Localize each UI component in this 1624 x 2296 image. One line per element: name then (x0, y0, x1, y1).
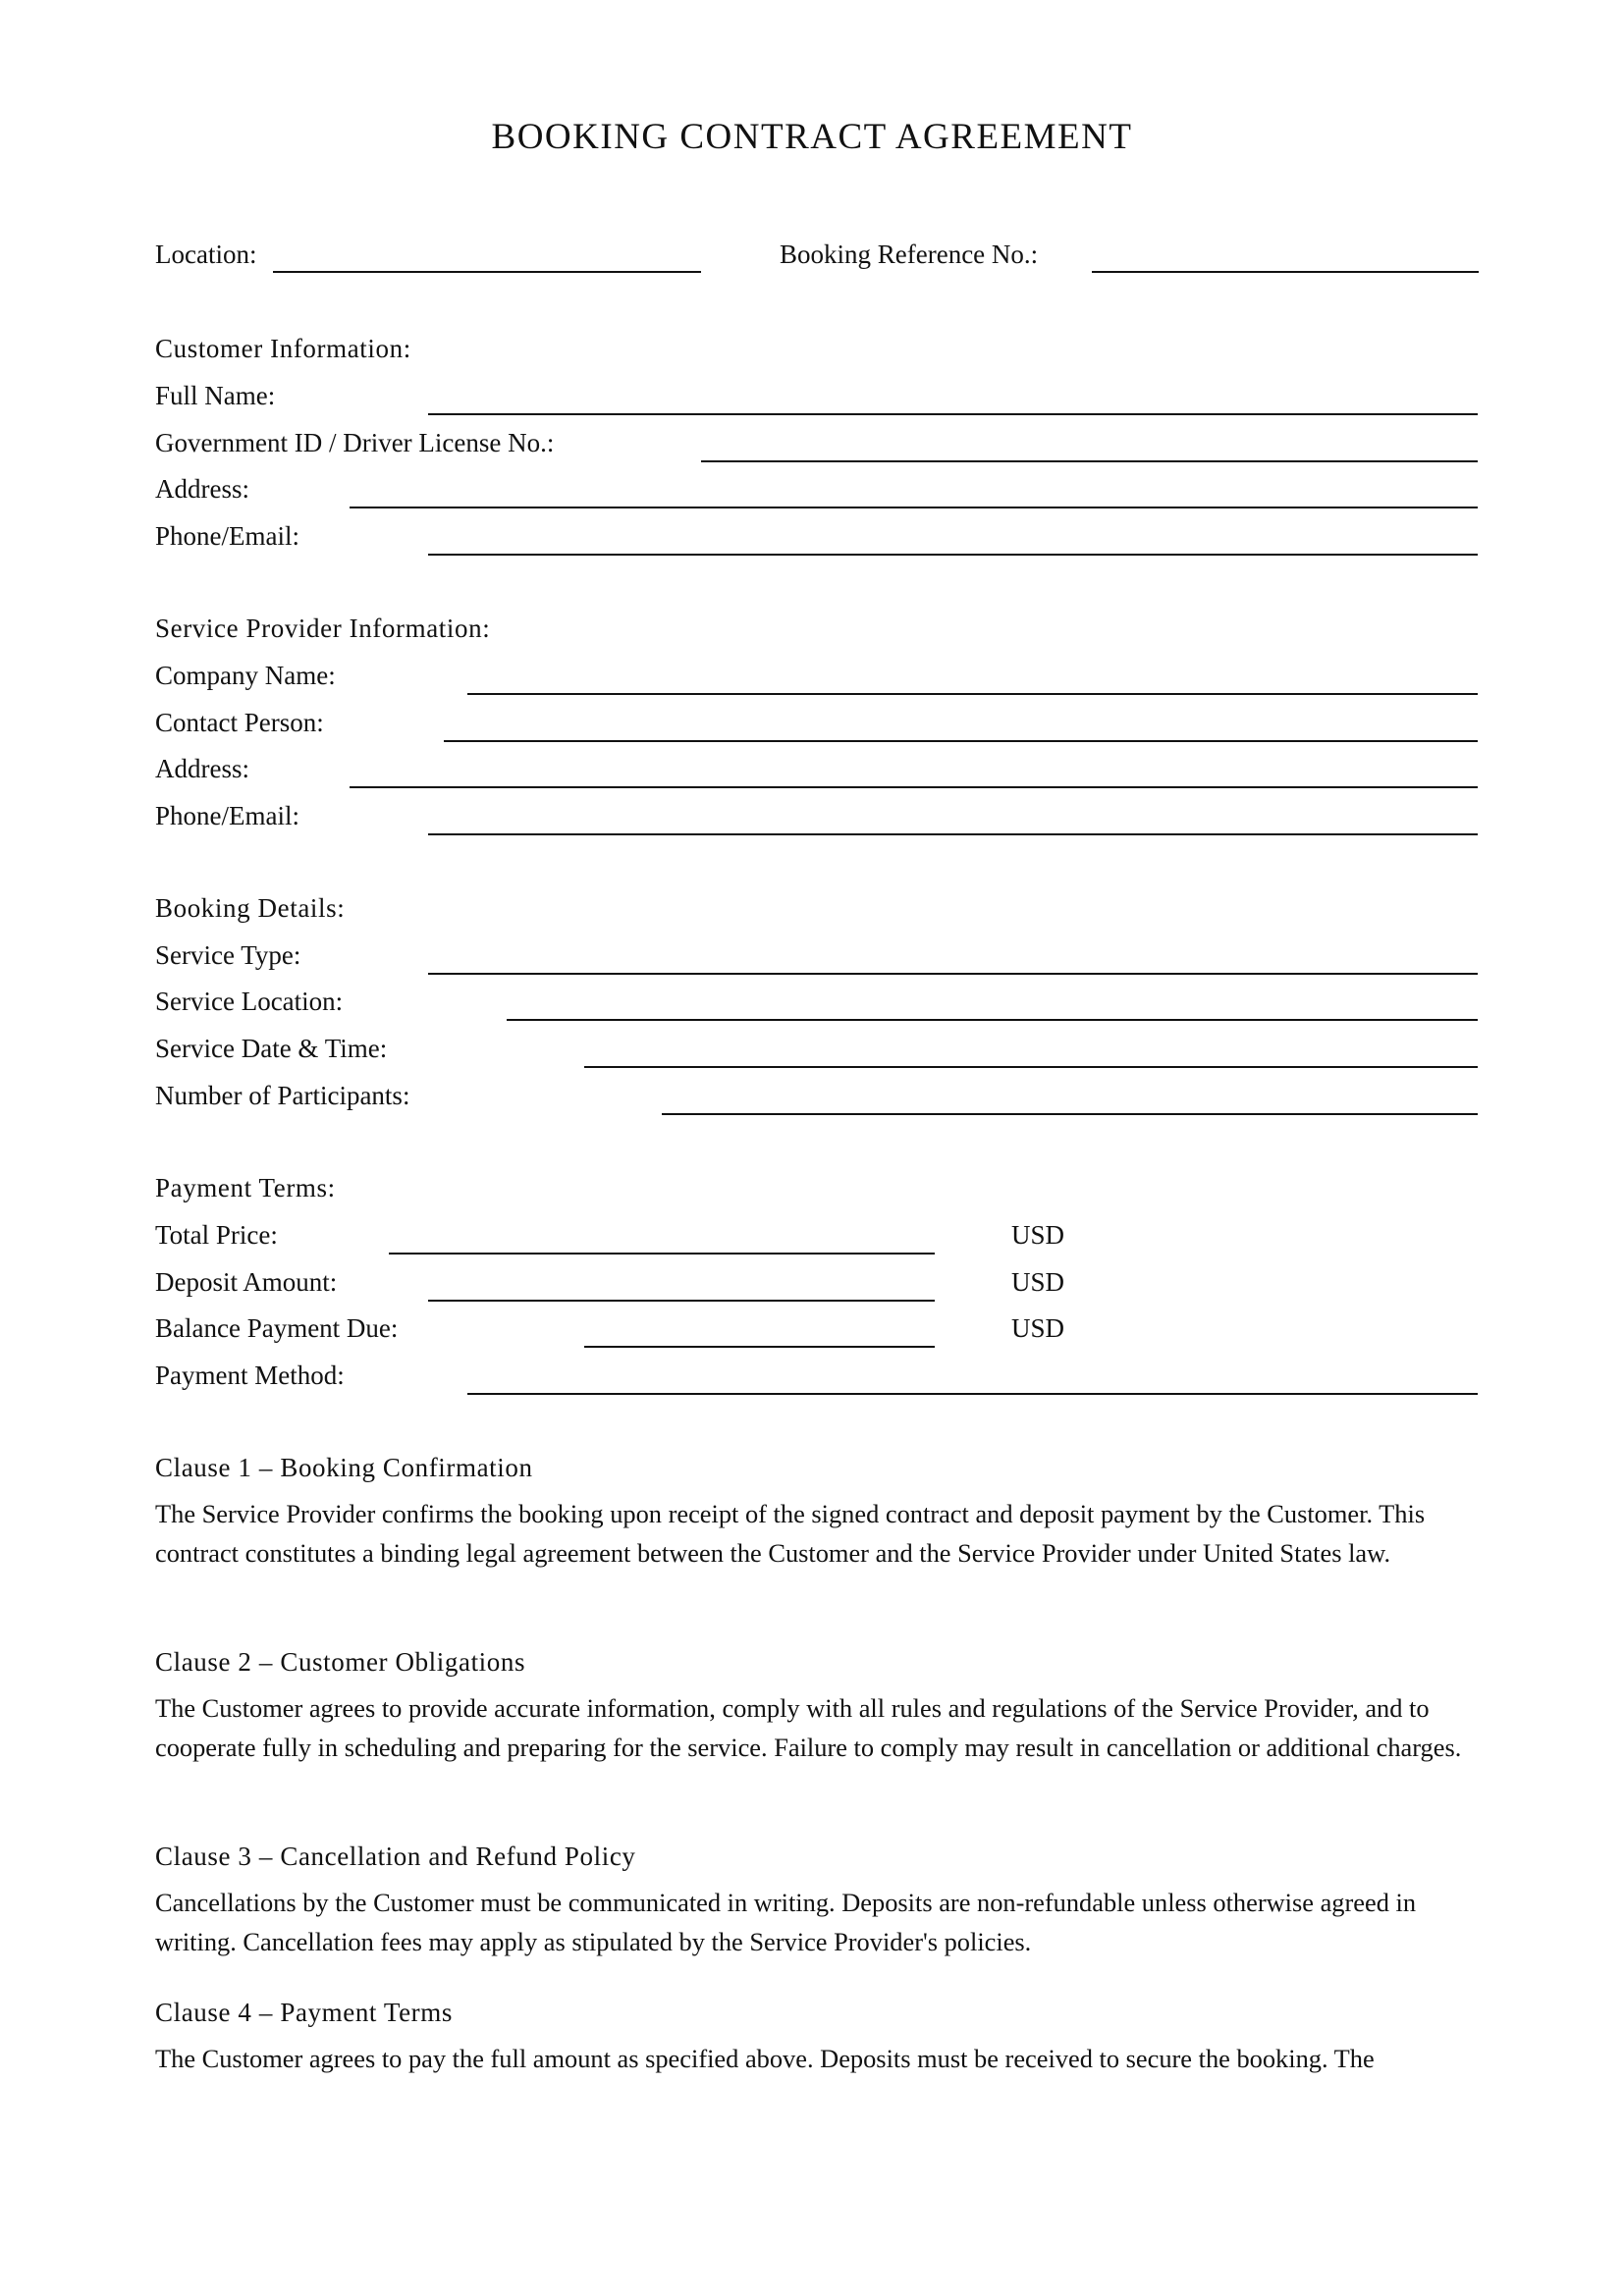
contact-person-field[interactable] (444, 740, 1478, 742)
company-name-label: Company Name: (155, 661, 336, 690)
total-price-label: Total Price: (155, 1220, 278, 1250)
booking-ref-field[interactable] (1092, 271, 1479, 273)
customer-heading: Customer Information: (155, 334, 411, 363)
balance-field[interactable] (584, 1346, 935, 1348)
payment-method-field[interactable] (467, 1393, 1478, 1395)
total-price-field[interactable] (389, 1253, 935, 1255)
clause-1-heading: Clause 1 – Booking Confirmation (155, 1453, 533, 1482)
location-label: Location: (155, 240, 257, 269)
provider-address-row (155, 754, 1478, 793)
document-title: BOOKING CONTRACT AGREEMENT (491, 117, 1133, 157)
contact-person-label: Contact Person: (155, 708, 324, 737)
provider-phone-row (155, 801, 1478, 840)
customer-phone-field[interactable] (428, 554, 1478, 556)
service-type-field[interactable] (428, 973, 1478, 975)
participants-row (155, 1081, 1478, 1120)
clause-2-text: The Customer agrees to provide accurate information, comply with all rules and regulations of the Service Provider, and to cooperate fully in scheduling and preparing for the service. Failure to comply may result in cancellation or additional charges. (155, 1693, 1462, 1762)
balance-currency: USD (1011, 1313, 1065, 1343)
deposit-field[interactable] (428, 1300, 935, 1302)
clause-4-text: The Customer agrees to pay the full amount as specified above. Deposits must be received to secure the booking. The (155, 2044, 1375, 2073)
deposit-currency: USD (1011, 1267, 1065, 1297)
total-currency: USD (1011, 1220, 1065, 1250)
gov-id-field[interactable] (701, 460, 1478, 462)
booking-heading: Booking Details: (155, 893, 346, 923)
full-name-label: Full Name: (155, 381, 276, 410)
service-location-row (155, 987, 1478, 1026)
company-name-field[interactable] (467, 693, 1478, 695)
participants-label: Number of Participants: (155, 1081, 410, 1110)
service-location-field[interactable] (507, 1019, 1478, 1021)
customer-phone-row (155, 521, 1478, 561)
customer-address-label: Address: (155, 474, 249, 504)
service-location-label: Service Location: (155, 987, 344, 1016)
participants-field[interactable] (662, 1113, 1478, 1115)
provider-address-label: Address: (155, 754, 249, 783)
provider-heading: Service Provider Information: (155, 614, 491, 643)
full-name-field[interactable] (428, 413, 1478, 415)
provider-phone-label: Phone/Email: (155, 801, 299, 830)
balance-label: Balance Payment Due: (155, 1313, 399, 1343)
payment-heading: Payment Terms: (155, 1173, 336, 1202)
deposit-label: Deposit Amount: (155, 1267, 338, 1297)
customer-full-name-row (155, 381, 1478, 420)
clause-4-heading: Clause 4 – Payment Terms (155, 1998, 453, 2027)
payment-method-row (155, 1361, 1478, 1400)
customer-gov-id-row (155, 428, 1478, 467)
deposit-row (155, 1267, 1478, 1307)
provider-company-row (155, 661, 1478, 700)
service-datetime-label: Service Date & Time: (155, 1034, 388, 1063)
provider-contact-row (155, 708, 1478, 747)
location-field[interactable] (273, 271, 701, 273)
gov-id-label: Government ID / Driver License No.: (155, 428, 555, 457)
customer-phone-label: Phone/Email: (155, 521, 299, 551)
customer-address-field[interactable] (350, 507, 1478, 508)
service-datetime-field[interactable] (584, 1066, 1478, 1068)
clause-2-heading: Clause 2 – Customer Obligations (155, 1647, 526, 1677)
provider-phone-field[interactable] (428, 833, 1478, 835)
total-price-row (155, 1220, 1478, 1259)
booking-ref-label: Booking Reference No.: (780, 240, 1039, 269)
clause-1-text: The Service Provider confirms the booking upon receipt of the signed contract and deposit payment by the Customer. This contract constitutes a binding legal agreement between the Customer and the Service Provider under United States law. (155, 1499, 1426, 1568)
service-type-row (155, 940, 1478, 980)
service-type-label: Service Type: (155, 940, 301, 970)
clause-3-text: Cancellations by the Customer must be communicated in writing. Deposits are non-refundable unless otherwise agreed in writing. Cancellation fees may apply as stipulated by the Service Provider's policies. (155, 1888, 1417, 1956)
balance-row (155, 1313, 1478, 1353)
service-datetime-row (155, 1034, 1478, 1073)
customer-address-row (155, 474, 1478, 513)
payment-method-label: Payment Method: (155, 1361, 345, 1390)
provider-address-field[interactable] (350, 786, 1478, 788)
clause-3-heading: Clause 3 – Cancellation and Refund Policy (155, 1842, 636, 1871)
